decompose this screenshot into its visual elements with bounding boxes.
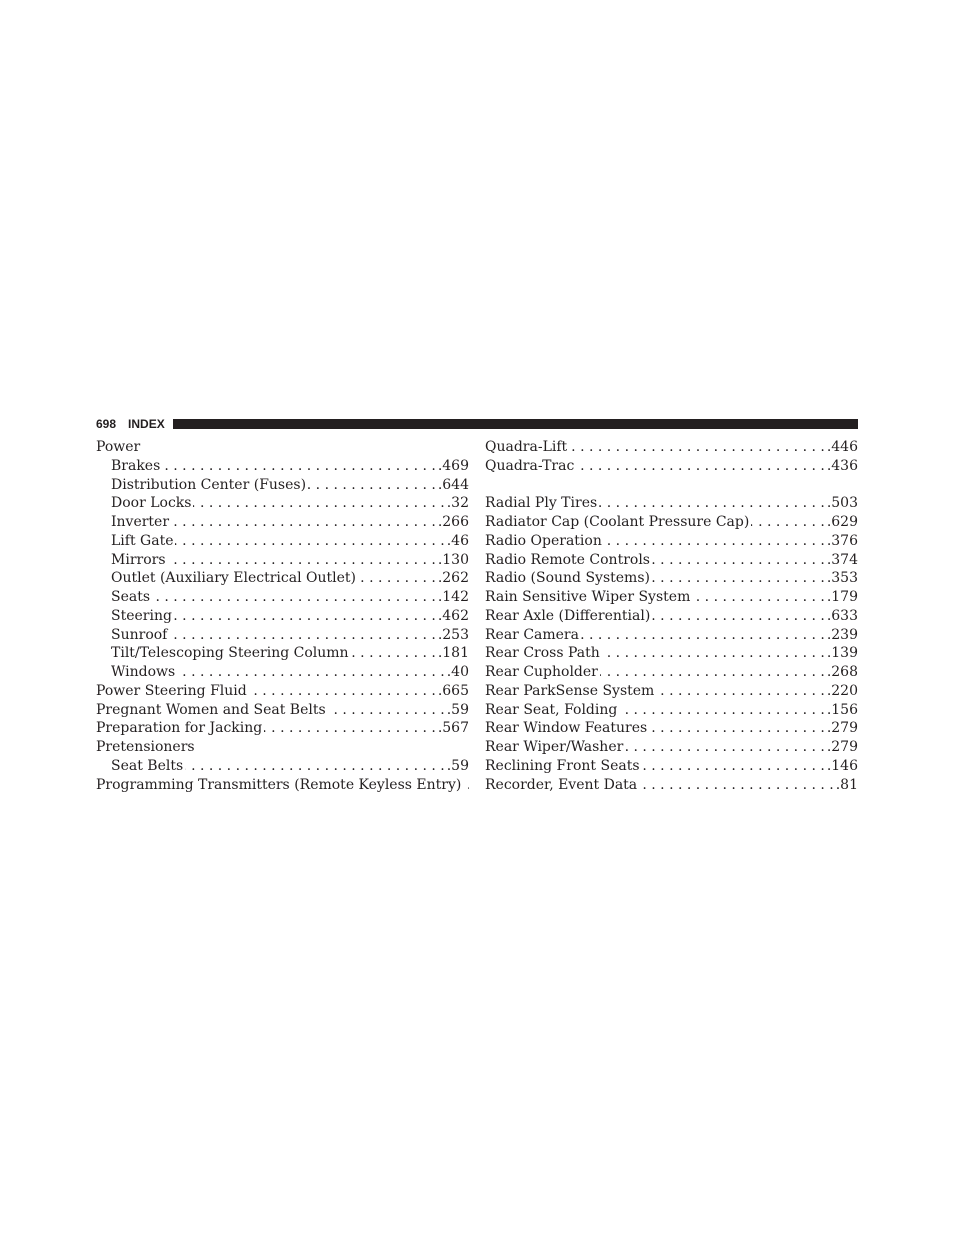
entry-label: Power Steering Fluid (96, 682, 247, 699)
dot-leader (168, 551, 436, 570)
index-entry (485, 738, 858, 757)
entry-page-number[interactable]: .279 (826, 720, 858, 737)
index-column-left (96, 438, 469, 794)
entry-label: Rain Sensitive Wiper System (485, 589, 691, 605)
entry-page-number[interactable]: .81 (835, 776, 858, 793)
dot-leader (599, 494, 825, 513)
entry-page-number[interactable]: .374 (826, 551, 858, 568)
entry-page-number[interactable]: .266 (437, 514, 469, 530)
entry-label: Quadra-Trac (485, 457, 575, 474)
dot-leader (185, 757, 445, 776)
entry-page-number[interactable]: .503 (826, 495, 858, 512)
entry-page-number[interactable]: .268 (826, 664, 858, 680)
dot-leader (171, 513, 436, 532)
dot-leader (463, 776, 469, 795)
dot-leader (642, 757, 825, 776)
entry-label: Programming Transmitters (Remote Keyless Entry) (96, 776, 462, 793)
dot-leader (619, 701, 824, 720)
index-entry (485, 438, 858, 457)
index-spacer (485, 476, 858, 495)
dot-leader (569, 438, 825, 457)
dot-leader (576, 457, 825, 476)
dot-leader (308, 476, 436, 495)
dot-leader (249, 682, 436, 701)
entry-label: Rear Seat, Folding (485, 701, 618, 718)
entry-page-number[interactable]: .179 (826, 589, 858, 605)
entry-page-number[interactable]: .629 (826, 514, 858, 530)
entry-page-number[interactable]: .46 (446, 532, 469, 549)
entry-label: Quadra-Lift (485, 439, 568, 455)
index-subentry (96, 476, 469, 495)
entry-page-number[interactable]: .665 (437, 682, 469, 699)
entry-page-number[interactable]: .644 (437, 476, 469, 493)
entry-label: Lift Gate (111, 532, 174, 549)
entry-label: Tilt/Telescoping Steering Column (111, 645, 349, 662)
dot-leader (652, 551, 825, 570)
entry-label: Distribution Center (Fuses) (111, 476, 307, 493)
entry-page-number[interactable]: .462 (437, 607, 469, 624)
entry-label: Sunroof (111, 626, 168, 643)
entry-label: Steering (111, 607, 172, 624)
dot-leader (264, 719, 436, 738)
entry-label: Mirrors (111, 551, 166, 568)
index-entry (96, 701, 469, 720)
entry-label: Inverter (111, 514, 170, 530)
index-entry (485, 551, 858, 570)
entry-label: Seats (111, 589, 151, 605)
entry-label: Windows (111, 664, 176, 680)
index-entry (485, 626, 858, 645)
entry-label: Radial Ply Tires (485, 495, 598, 512)
dot-leader (649, 719, 825, 738)
index-entry (485, 494, 858, 513)
header-rule (173, 419, 858, 429)
dot-leader (175, 532, 444, 551)
dot-leader (625, 738, 825, 757)
index-entry (96, 719, 469, 738)
dot-leader (152, 588, 436, 607)
index-entry (485, 644, 858, 663)
dot-leader (639, 776, 834, 795)
entry-label: Brakes (111, 457, 161, 474)
entry-page-number[interactable]: .156 (826, 701, 858, 718)
index-entry (96, 776, 469, 795)
entry-label: Rear Cupholder (485, 664, 598, 680)
index-subentry (96, 607, 469, 626)
dot-leader (177, 663, 445, 682)
entry-page-number[interactable]: .376 (826, 532, 858, 549)
entry-page-number[interactable]: .40 (446, 664, 469, 680)
index-column-right (485, 438, 858, 794)
entry-label: Rear Wiper/Washer (485, 739, 624, 755)
entry-page-number[interactable]: .32 (446, 495, 469, 512)
entry-page-number[interactable]: .633 (826, 607, 858, 624)
entry-page-number[interactable]: .262 (437, 570, 469, 587)
dot-leader (652, 607, 825, 626)
entry-page-number[interactable]: .59 (446, 701, 469, 718)
dot-leader (600, 663, 825, 682)
index-entry (96, 682, 469, 701)
entry-page-number[interactable]: .220 (826, 682, 858, 699)
index-entry (485, 719, 858, 738)
entry-label: Radiator Cap (Coolant Pressure Cap) (485, 514, 750, 530)
entry-label: Recorder, Event Data (485, 776, 638, 793)
entry-page-number[interactable]: .142 (437, 589, 469, 605)
entry-page-number[interactable]: .146 (826, 757, 858, 774)
entry-page-number[interactable]: .139 (826, 645, 858, 662)
section-title: INDEX (128, 417, 165, 431)
entry-label: Door Locks (111, 495, 192, 512)
dot-leader (751, 513, 825, 532)
dot-leader (162, 457, 436, 476)
index-entry (485, 682, 858, 701)
index-subentry (96, 569, 469, 588)
index-subentry (96, 757, 469, 776)
entry-page-number[interactable]: .130 (437, 551, 469, 568)
entry-page-number[interactable]: .279 (826, 739, 858, 755)
dot-leader (692, 588, 824, 607)
entry-page-number[interactable]: .59 (446, 757, 469, 774)
dot-leader (581, 626, 825, 645)
dot-leader (169, 626, 435, 645)
dot-leader (656, 682, 825, 701)
entry-page-number[interactable]: .436 (826, 457, 858, 474)
index-subentry (96, 644, 469, 663)
index-subentry (96, 457, 469, 476)
page-number: 698 (96, 417, 117, 431)
entry-label: Pregnant Women and Seat Belts (96, 701, 326, 718)
dot-leader (652, 569, 825, 588)
entry-label: Radio Operation (485, 532, 602, 549)
index-entry (485, 663, 858, 682)
index-entry (485, 607, 858, 626)
entry-label: Preparation for Jacking (96, 720, 263, 737)
entry-label: Radio (Sound Systems) (485, 570, 650, 587)
index-entry (485, 701, 858, 720)
entry-label: Pretensioners (96, 739, 195, 755)
index-subentry (96, 513, 469, 532)
index-subentry (96, 532, 469, 551)
entry-label: Rear ParkSense System (485, 682, 655, 699)
entry-label: Seat Belts (111, 757, 184, 774)
index-entry (485, 569, 858, 588)
index-subentry (96, 626, 469, 645)
dot-leader (174, 607, 436, 626)
index-entry (485, 757, 858, 776)
entry-page-number[interactable]: .353 (826, 570, 858, 587)
index-entry (485, 776, 858, 795)
entry-label: Outlet (Auxiliary Electrical Outlet) (111, 570, 356, 587)
dot-leader (602, 644, 825, 663)
entry-label: Rear Window Features (485, 720, 648, 737)
entry-page-number[interactable]: .253 (437, 626, 469, 643)
index-subentry (96, 588, 469, 607)
entry-label: Radio Remote Controls (485, 551, 650, 568)
index-entry (485, 588, 858, 607)
page-header (96, 417, 858, 431)
entry-page-number[interactable]: .567 (437, 720, 469, 737)
entry-label: Rear Cross Path (485, 645, 600, 662)
index-entry (96, 738, 469, 757)
entry-label: Rear Camera (485, 626, 579, 643)
index-entry (485, 532, 858, 551)
index-entry (96, 438, 469, 457)
entry-label: Rear Axle (Differential) (485, 607, 651, 624)
dot-leader (604, 532, 825, 551)
index-subentry (96, 494, 469, 513)
entry-page-number[interactable]: .239 (826, 626, 858, 643)
dot-leader (328, 701, 445, 720)
dot-leader (351, 644, 436, 663)
dot-leader (193, 494, 444, 513)
index-subentry (96, 551, 469, 570)
dot-leader (358, 569, 436, 588)
index-entry (485, 513, 858, 532)
index-entry (485, 457, 858, 476)
entry-label: Reclining Front Seats (485, 757, 640, 774)
entry-page-number[interactable]: .469 (437, 457, 469, 474)
entry-label: Power (96, 439, 141, 455)
index-subentry (96, 663, 469, 682)
entry-page-number[interactable]: .181 (437, 645, 469, 662)
entry-page-number[interactable]: .446 (826, 439, 858, 455)
